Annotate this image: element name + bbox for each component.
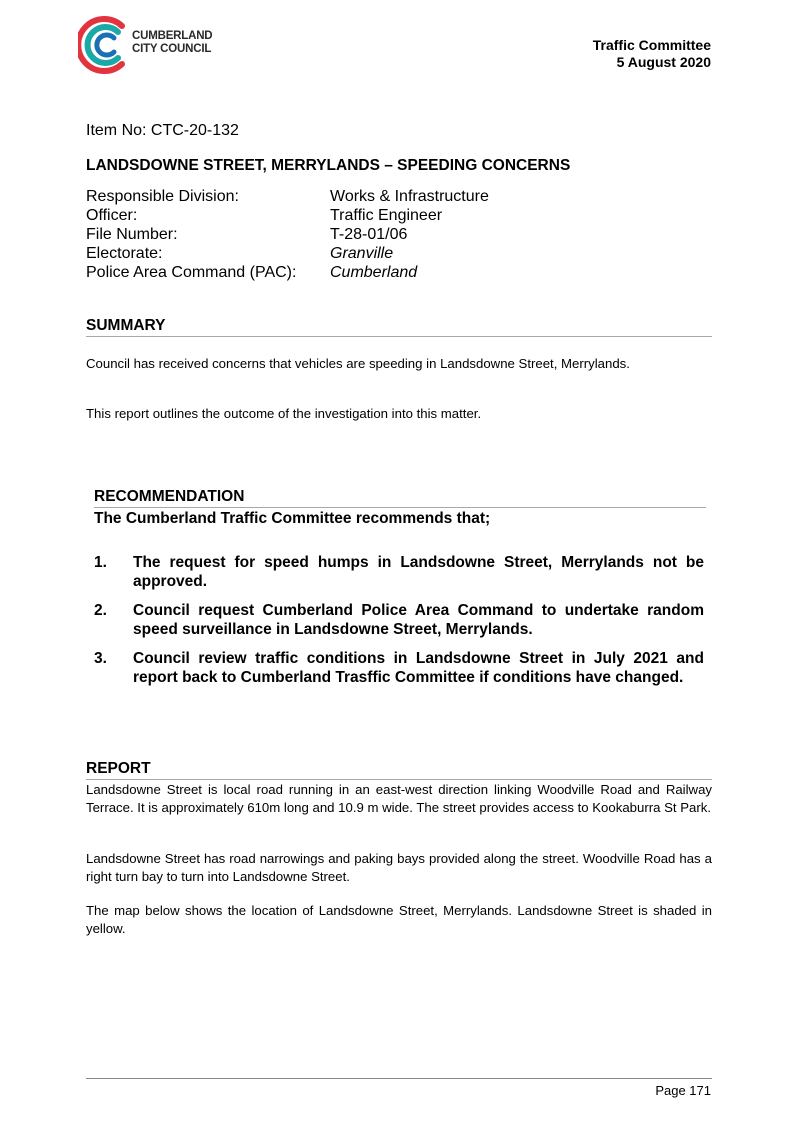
recommendation-list (94, 553, 704, 697)
meta-row-officer (86, 206, 489, 225)
recommendation-text: The request for speed humps in Landsdowne Street, Merrylands not be approved. (133, 554, 704, 590)
meta-row-file-number (86, 225, 489, 244)
meta-label: Responsible Division: (86, 188, 239, 205)
logo-wordmark (132, 30, 212, 56)
meta-value: T-28-01/06 (330, 226, 408, 243)
footer-divider (86, 1078, 712, 1079)
recommendation-number: 3. (94, 650, 107, 667)
document-header (593, 37, 711, 71)
meta-row-electorate (86, 244, 489, 263)
recommendation-number: 2. (94, 602, 107, 619)
summary-paragraph-1: Council has received concerns that vehicles are speeding in Landsdowne Street, Merrylands. (86, 356, 630, 371)
recommendation-intro: The Cumberland Traffic Committee recommends that; (94, 510, 491, 527)
report-title: LANDSDOWNE STREET, MERRYLANDS – SPEEDING CONCERNS (86, 157, 571, 174)
meta-row-division (86, 187, 489, 206)
meeting-date: 5 August 2020 (616, 54, 711, 70)
meta-label: File Number: (86, 226, 178, 243)
report-paragraph-1: Landsdowne Street is local road running in an east-west direction linking Woodville Road and Railway Terrace. It is approximately 610m long and 10.9 m wide. The street provides access to Kookaburra St Park. (86, 782, 712, 815)
meta-row-pac (86, 263, 489, 282)
logo-line-1: CUMBERLAND (132, 30, 213, 42)
recommendation-item (94, 601, 704, 639)
recommendation-section (94, 488, 706, 528)
meta-value: Traffic Engineer (330, 207, 443, 224)
recommendation-item (94, 649, 704, 687)
report-paragraph-3: The map below shows the location of Landsdowne Street, Merrylands. Landsdowne Street is shaded in yellow. (86, 903, 712, 936)
recommendation-number: 1. (94, 554, 107, 571)
item-number: Item No: CTC-20-132 (86, 122, 239, 139)
council-logo-icon (78, 14, 134, 76)
cumberland-council-logo (78, 14, 228, 76)
summary-paragraph-2: This report outlines the outcome of the investigation into this matter. (86, 406, 482, 421)
recommendation-heading: RECOMMENDATION (94, 488, 706, 508)
report-heading: REPORT (86, 760, 712, 780)
recommendation-item (94, 553, 704, 591)
report-paragraph-2: Landsdowne Street has road narrowings and paking bays provided along the street. Woodville Road has a right turn bay to turn into Landsdowne Street. (86, 851, 712, 884)
meta-label: Officer: (86, 207, 138, 224)
meta-value: Works & Infrastructure (330, 188, 489, 205)
recommendation-text: Council review traffic conditions in Landsdowne Street in July 2021 and report back to Cumberland Trasffic Committee if conditions have changed. (133, 650, 704, 686)
page-number: Page 171 (655, 1083, 711, 1098)
meta-value: Cumberland (330, 264, 418, 281)
logo-line-2: CITY COUNCIL (132, 43, 212, 55)
report-metadata (86, 187, 489, 282)
meta-value: Granville (330, 245, 394, 262)
committee-name: Traffic Committee (592, 37, 711, 53)
meta-label: Police Area Command (PAC): (86, 264, 297, 281)
meta-label: Electorate: (86, 245, 163, 262)
recommendation-text: Council request Cumberland Police Area Command to undertake random speed surveillance in Landsdowne Street, Merrylands. (133, 602, 704, 638)
summary-heading: SUMMARY (86, 317, 712, 337)
